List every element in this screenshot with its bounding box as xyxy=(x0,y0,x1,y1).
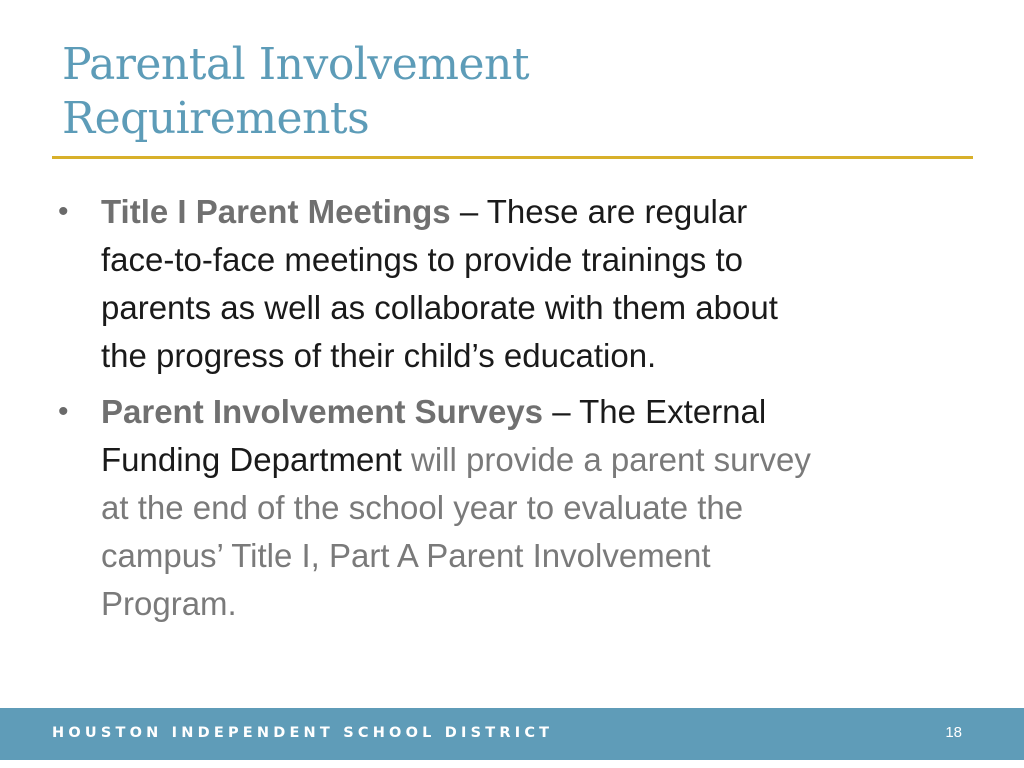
bullet-item-parent-surveys xyxy=(52,388,972,628)
footer-bar xyxy=(0,708,1024,760)
bullet-dash: – xyxy=(450,193,487,230)
slide-title xyxy=(62,38,962,146)
title-underline-rule xyxy=(52,156,973,159)
bullet-line xyxy=(101,388,972,436)
bullet-text: The External xyxy=(579,393,767,430)
bullet-term: Title I Parent Meetings xyxy=(101,193,451,230)
bullet-line xyxy=(101,188,972,236)
bullet-term: Parent Involvement Surveys xyxy=(101,393,544,430)
bullet-line: parents as well as collaborate with them about xyxy=(101,289,778,326)
bullet-line: the progress of their child’s education. xyxy=(101,337,657,374)
footer-organization-name: HOUSTON INDEPENDENT SCHOOL DISTRICT xyxy=(52,725,554,741)
bullet-text-gray: will provide a parent survey xyxy=(401,441,811,478)
bullet-line xyxy=(101,436,972,484)
bullet-line: face-to-face meetings to provide trainings to xyxy=(101,241,744,278)
bullet-dash: – xyxy=(543,393,580,430)
bullet-marker: • xyxy=(58,395,69,428)
bullet-list xyxy=(52,188,972,636)
page-number: 18 xyxy=(945,724,962,741)
bullet-text-dark: Funding Department xyxy=(101,441,402,478)
slide-title-line-2: Requirements xyxy=(62,93,370,144)
bullet-item-parent-meetings xyxy=(52,188,972,380)
slide-title-line-1: Parental Involvement xyxy=(62,39,530,90)
bullet-line: Program. xyxy=(101,585,237,622)
bullet-line: at the end of the school year to evaluate the xyxy=(101,489,744,526)
bullet-marker: • xyxy=(58,195,69,228)
bullet-line: campus’ Title I, Part A Parent Involvement xyxy=(101,537,711,574)
bullet-text: These are regular xyxy=(486,193,748,230)
